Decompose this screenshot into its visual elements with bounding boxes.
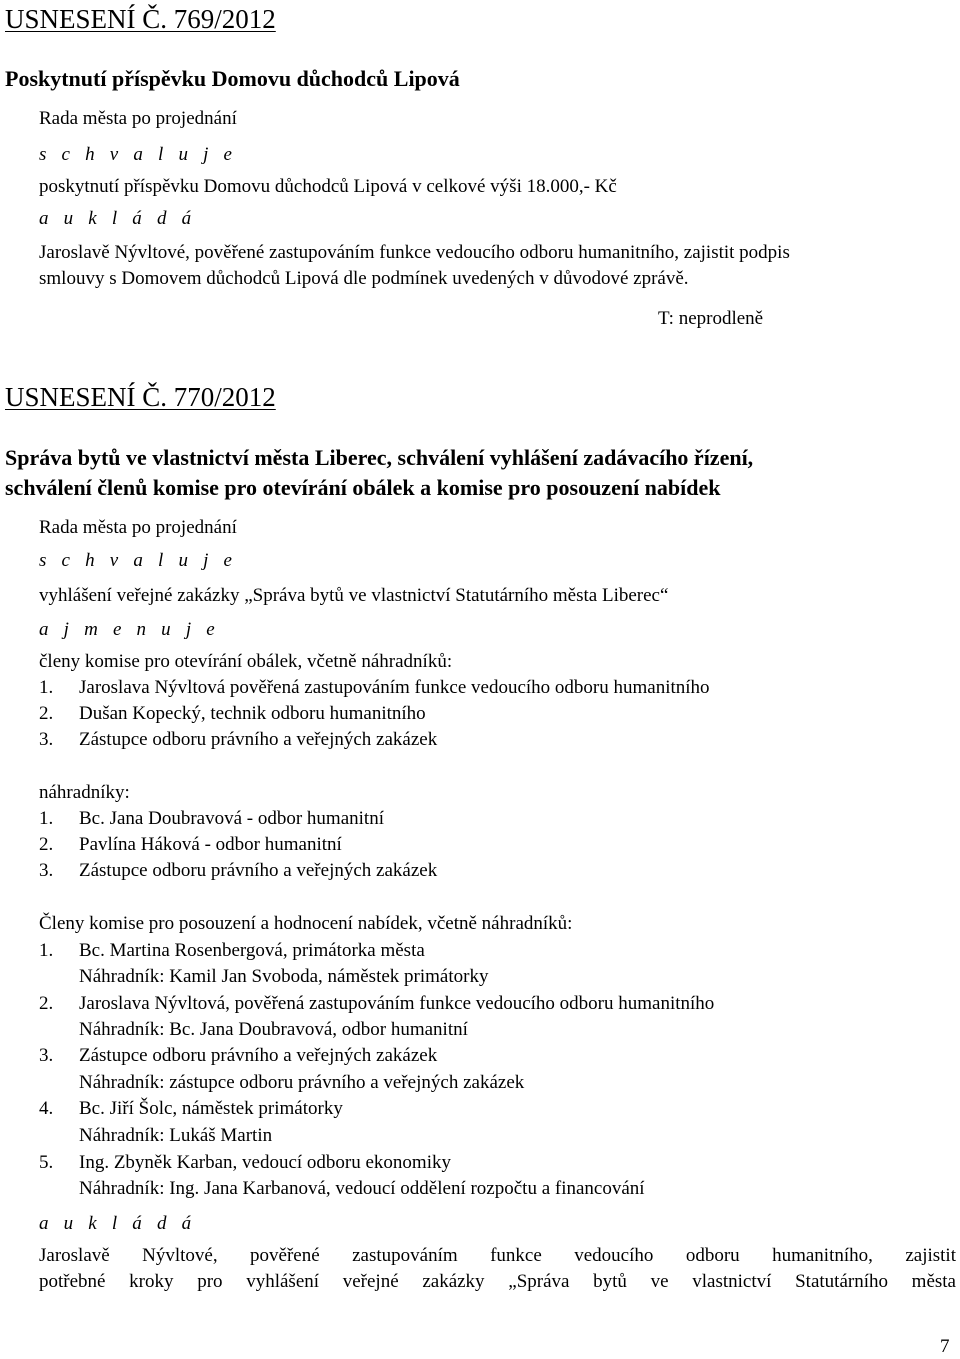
list-item <box>39 940 425 962</box>
list-text: Dušan Kopecký, technik odboru humanitního <box>79 703 426 724</box>
appoints-verb: a j m e n u j e <box>39 619 220 640</box>
list-number: 5. <box>39 1152 54 1173</box>
committee-substitute: Náhradník: Bc. Jana Doubravová, odbor humanitní <box>79 1019 468 1040</box>
list-item <box>39 1045 437 1067</box>
list-number: 3. <box>39 860 54 881</box>
assigns-text-line: Jaroslavě Nývltové, pověřené zastupováním funkce vedoucího odboru humanitního, zajistit podpis <box>39 242 790 263</box>
committee-member: Bc. Jiří Šolc, náměstek primátorky <box>79 1098 343 1119</box>
list-item <box>39 808 384 830</box>
list-number: 4. <box>39 1098 54 1119</box>
assigns-text-line: smlouvy s Domovem důchodců Lipová dle podmínek uvedených v důvodové zprávě. <box>39 268 689 289</box>
evaluation-committee-label: Členy komise pro posouzení a hodnocení nabídek, včetně náhradníků: <box>39 913 573 934</box>
committee-substitute: Náhradník: Lukáš Martin <box>79 1125 273 1146</box>
list-text: Zástupce odboru právního a veřejných zakázek <box>79 729 438 750</box>
assigns-text-line: Jaroslavě Nývltové, pověřené zastupováním funkce vedoucího odboru humanitního, zajistit <box>39 1245 956 1266</box>
page-number: 7 <box>940 1336 950 1357</box>
list-item <box>39 729 437 751</box>
list-item <box>39 703 426 725</box>
substitutes-label: náhradníky: <box>39 782 130 803</box>
list-number: 3. <box>39 729 54 750</box>
assigns-verb: a u k l á d á <box>39 1213 197 1234</box>
list-item <box>39 993 714 1015</box>
committee-substitute: Náhradník: Kamil Jan Svoboda, náměstek primátorky <box>79 966 489 987</box>
committee-member: Jaroslava Nývltová, pověřená zastupováním funkce vedoucího odboru humanitního <box>79 993 715 1014</box>
approves-verb: s c h v a l u j e <box>39 550 238 571</box>
list-number: 1. <box>39 940 54 961</box>
list-item <box>39 860 437 882</box>
list-number: 2. <box>39 993 54 1014</box>
resolution-subject-line: schválení členů komise pro otevírání obálek a komise pro posouzení nabídek <box>5 475 721 500</box>
committee-member: Bc. Martina Rosenbergová, primátorka města <box>79 940 425 961</box>
approves-text: vyhlášení veřejné zakázky „Správa bytů ve vlastnictví Statutárního města Liberec“ <box>39 585 669 606</box>
list-text: Bc. Jana Doubravová - odbor humanitní <box>79 808 384 829</box>
list-item <box>39 1152 451 1174</box>
opening-committee-label: členy komise pro otevírání obálek, včetně náhradníků: <box>39 651 453 672</box>
list-text: Zástupce odboru právního a veřejných zakázek <box>79 860 438 881</box>
list-number: 2. <box>39 834 54 855</box>
committee-substitute: Náhradník: Ing. Jana Karbanová, vedoucí oddělení rozpočtu a financování <box>79 1178 645 1199</box>
list-item <box>39 1098 343 1120</box>
resolution-subject: Poskytnutí příspěvku Domovu důchodců Lipová <box>5 66 460 91</box>
resolution-subject-line: Správa bytů ve vlastnictví města Liberec, schválení vyhlášení zadávacího řízení, <box>5 445 754 470</box>
list-item <box>39 834 342 856</box>
list-text: Pavlína Háková - odbor humanitní <box>79 834 342 855</box>
council-intro: Rada města po projednání <box>39 517 237 538</box>
assigns-verb: a u k l á d á <box>39 208 197 229</box>
resolution-heading: USNESENÍ Č. 770/2012 <box>5 382 276 412</box>
resolution-heading: USNESENÍ Č. 769/2012 <box>5 4 276 34</box>
list-number: 3. <box>39 1045 54 1066</box>
list-number: 2. <box>39 703 54 724</box>
list-text: Jaroslava Nývltová pověřená zastupováním funkce vedoucího odboru humanitního <box>79 677 710 698</box>
list-item <box>39 677 710 699</box>
approves-verb: s c h v a l u j e <box>39 144 238 165</box>
committee-substitute: Náhradník: zástupce odboru právního a veřejných zakázek <box>79 1072 525 1093</box>
committee-member: Ing. Zbyněk Karban, vedoucí odboru ekonomiky <box>79 1152 451 1173</box>
deadline: T: neprodleně <box>658 308 764 329</box>
assigns-text-line: potřebné kroky pro vyhlášení veřejné zakázky „Správa bytů ve vlastnictví Statutárního města <box>39 1271 956 1292</box>
committee-member: Zástupce odboru právního a veřejných zakázek <box>79 1045 438 1066</box>
council-intro: Rada města po projednání <box>39 108 237 129</box>
list-number: 1. <box>39 808 54 829</box>
list-number: 1. <box>39 677 54 698</box>
approves-text: poskytnutí příspěvku Domovu důchodců Lipová v celkové výši 18.000,- Kč <box>39 176 617 197</box>
